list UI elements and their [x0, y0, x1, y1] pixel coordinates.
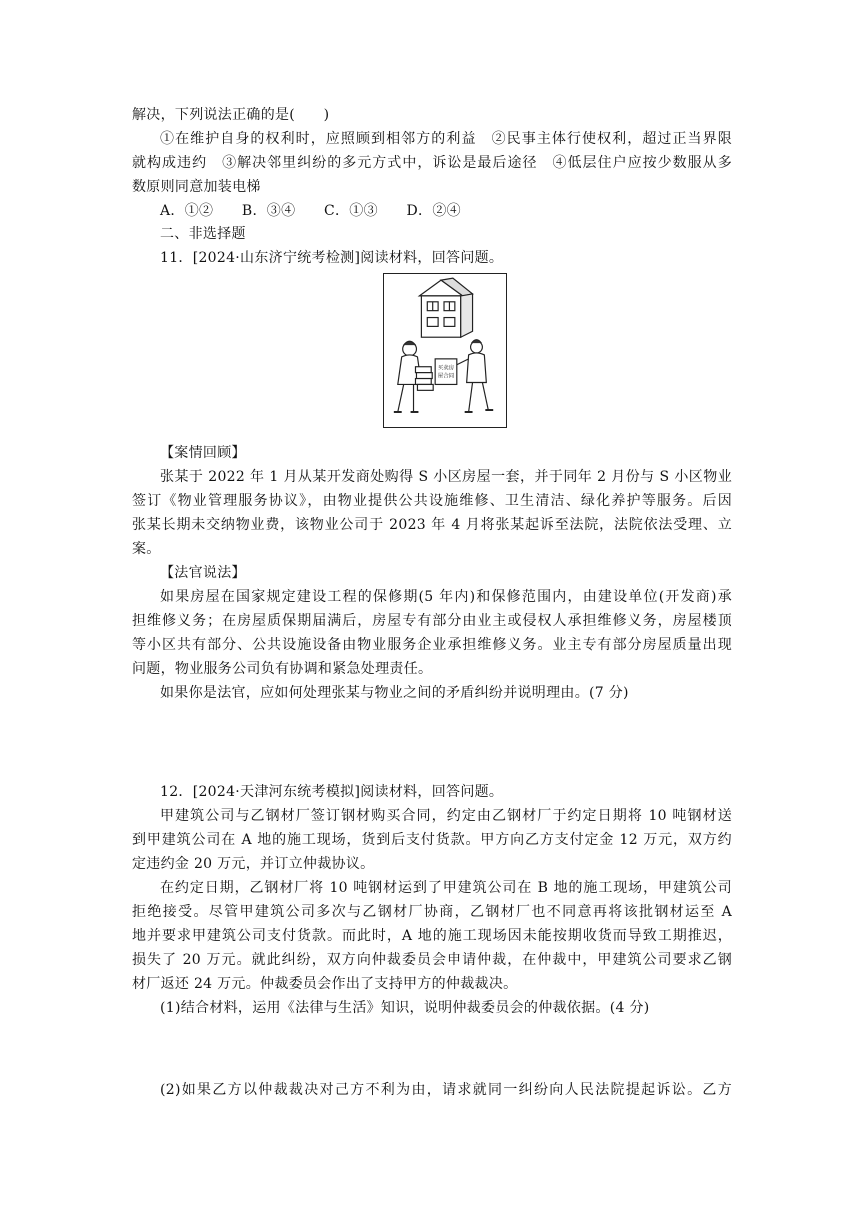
case-review-line-1: 张某于 2022 年 1 月从某开发商处购得 S 小区房屋一套，并于同年 2 月份与 S 小区物业 [160, 469, 732, 485]
q12-para2-line-3: 地并要求甲建筑公司支付货款。而此时，A 地的施工现场因未能按期收货而导致工期推迟， [132, 928, 732, 944]
contract-sign-line-1: 买卖房 [437, 365, 455, 372]
q12-para1-line-3: 定违约金 20 万元，并订立仲裁协议。 [132, 856, 375, 872]
q11-heading: 11．[2024·山东济宁统考检测]阅读材料，回答问题。 [160, 250, 504, 266]
judge-says-heading: 【法官说法】 [160, 565, 246, 581]
q12-para2-line-2: 拒绝接受。尽管甲建筑公司多次与乙钢材厂协商，乙钢材厂也不同意再将该批钢材运至 A [132, 904, 732, 920]
q10-options-line-1: ①在维护自身的权利时，应照顾到相邻方的利益 ②民事主体行使权利，超过正当界限 [160, 131, 732, 147]
q10-options-line-3: 数原则同意加装电梯 [132, 179, 261, 195]
contract-sign-line-2: 屋合同 [437, 373, 455, 380]
q12-heading: 12．[2024·天津河东统考模拟]阅读材料，回答问题。 [160, 784, 504, 800]
q12-para1-line-1: 甲建筑公司与乙钢材厂签订钢材购买合同，约定由乙钢材厂于约定日期将 10 吨钢材送 [160, 808, 732, 824]
q12-para2-line-5: 材厂返还 24 万元。仲裁委员会作出了支持甲方的仲裁裁决。 [132, 976, 518, 992]
q10-stem-tail: 解决，下列说法正确的是( ) [132, 107, 330, 123]
q12-para2-line-1: 在约定日期，乙钢材厂将 10 吨钢材运到了甲建筑公司在 B 地的施工现场，甲建筑公司 [160, 880, 732, 896]
judge-says-line-4: 问题，物业服务公司负有协调和紧急处理责任。 [132, 661, 433, 677]
house-sale-illustration [383, 273, 507, 428]
q10-options-line-2: 就构成违约 ③解决邻里纠纷的多元方式中，诉讼是最后途径 ④低层住户应按少数服从多 [132, 155, 732, 171]
judge-says-line-2: 担维修义务；在房屋质保期届满后，房屋专有部分由业主或侵权人承担维修义务，房屋楼顶 [132, 613, 732, 629]
case-review-line-3: 张某长期未交纳物业费，该物业公司于 2023 年 4 月将张某起诉至法院，法院依法受理、立 [132, 517, 732, 533]
case-review-heading: 【案情回顾】 [160, 445, 246, 461]
judge-says-line-3: 等小区共有部分、公共设施设备由物业服务企业承担维修义务。业主专有部分房屋质量出现 [132, 637, 732, 653]
section-title: 二、非选择题 [160, 226, 246, 242]
q12-para1-line-2: 到甲建筑公司在 A 地的施工现场，货到后支付货款。甲方向乙方支付定金 12 万元，双方约 [132, 832, 732, 848]
q10-answer-choices: A．①② B．③④ C．①③ D．②④ [160, 203, 461, 219]
q12-sub-question-1: (1)结合材料，运用《法律与生活》知识，说明仲裁委员会的仲裁依据。(4 分) [160, 1000, 650, 1016]
case-review-line-2: 签订《物业管理服务协议》，由物业提供公共设施维修、卫生清洁、绿化养护等服务。后因 [132, 493, 732, 509]
judge-says-line-1: 如果房屋在国家规定建设工程的保修期(5 年内)和保修范围内，由建设单位(开发商)承 [160, 589, 732, 605]
case-review-line-4: 案。 [132, 541, 161, 557]
q12-sub-question-2: (2)如果乙方以仲裁裁决对己方不利为由，请求就同一纠纷向人民法院提起诉讼。乙方 [160, 1082, 732, 1098]
q11-question: 如果你是法官，应如何处理张某与物业之间的矛盾纠纷并说明理由。(7 分) [160, 685, 629, 701]
q12-para2-line-4: 损失了 20 万元。就此纠纷，双方向仲裁委员会申请仲裁，在仲裁中，甲建筑公司要求乙钢 [132, 952, 732, 968]
